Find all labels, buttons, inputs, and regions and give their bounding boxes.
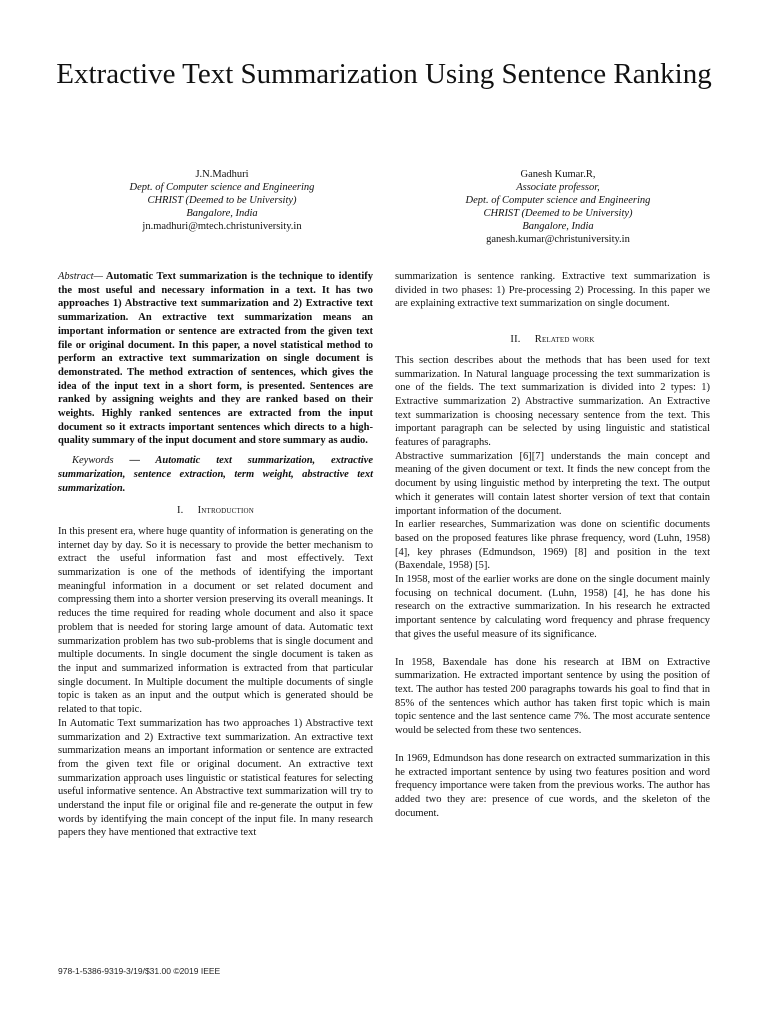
section-number: II. <box>510 334 521 346</box>
author-location: Bangalore, India <box>522 221 594 232</box>
author-dept: Dept. of Computer science and Engineering <box>465 195 651 206</box>
author-location: Bangalore, India <box>186 208 258 219</box>
author-block-1 <box>72 168 372 233</box>
related-work-paragraph-2: Abstractive summarization [6][7] understands the main concept and meaning of the given document or text. It finds the new concept from the document by using linguistic method by interpreting the text. The output which it generates will contain latest shorter version of text that contain important information of the document. <box>395 450 710 517</box>
paper-title: Extractive Text Summarization Using Sentence Ranking <box>56 58 712 90</box>
author-institution: CHRIST (Deemed to be University) <box>483 208 633 219</box>
intro-paragraph-2: In Automatic Text summarization has two approaches 1) Abstractive text summarization and 2) Extractive text summarization. An extractive text summarization means an important information or sentence are extracted from the given text file or original document. An extractive text summarization approach uses linguistic or statistical features for selecting useful informative sentence. An Abstractive text summarization will try to understand the input file or original file and re-generate the output in few words by identifying the main concept of the input file. In many research papers they have mentioned that extractive text <box>58 717 373 839</box>
intro-paragraph-continued: summarization is sentence ranking. Extractive text summarization is divided in two phases: 1) Pre-processing 2) Processing. In this paper we are explaining extractive text summarization on single document. <box>395 271 710 310</box>
related-work-paragraph-1: This section describes about the methods that has been used for text summarization. In Natural language processing the text summarization is one of the fields. The text summarization is divided into 2 types: 1) Extractive summarization 2) Abstractive summarization. An Extractive text summarization is choosing necessary sentence from the text. This important paragraph can be selected by using linguistic and statistical features of paragraphs. <box>395 354 710 449</box>
author-dept: Dept. of Computer science and Engineering <box>129 182 315 193</box>
keywords-text: — Automatic text summarization, extractive summarization, sentence extraction, term weight, abstractive text summarization. <box>58 455 373 494</box>
right-column <box>395 270 710 820</box>
section-heading-introduction <box>58 504 373 518</box>
section-title: Introduction <box>197 505 255 517</box>
intro-paragraph-1: In this present era, where huge quantity of information is generating on the internet day by day. So it is necessary to provide the better mechanism to extract the useful information fast and most effectively. Text summarization is one of the methods of identifying the important meaningful information in a document or set related document and compressing them into a shorter version preserving its overall meanings. It reduces the time required for reading whole document and also it space problem that is needed for storing large amount of data. Automatic text summarization problem has two sub-problems that is single document and multiple documents. In single document the single document is taken as the input and summarized information is extracted from that particular single document. In Multiple document the multiple documents of single topic is taken as an input and the output which is generated should be related to that topic. <box>58 525 373 716</box>
author-email: ganesh.kumar@christuniversity.in <box>486 234 630 245</box>
related-work-paragraph-5: In 1958, Baxendale has done his research at IBM on Extractive summarization. He extracted important sentence by using the position of text. The author has tested 200 paragraphs towards his goal to find that in 85% of the sentences which author has taken first topic which is main topic sentence and the last sentence came 7%. The most accurate sentence would be selected from these two sentences. <box>395 656 710 737</box>
abstract-label: Abstract— <box>58 271 103 282</box>
abstract <box>58 270 373 448</box>
section-title: Related work <box>534 334 595 346</box>
keywords-label: Keywords <box>72 455 114 467</box>
related-work-paragraph-6: In 1969, Edmundson has done research on extracted summarization in this he extracted important sentence by using two features position and word frequency importance were taken from the previous works. The author has added two they are: presence of cue words, and the skeleton of the document. <box>395 752 710 819</box>
author-institution: CHRIST (Deemed to be University) <box>147 195 297 206</box>
related-work-paragraph-4: In 1958, most of the earlier works are done on the single document mainly focusing on technical document. (Luhn, 1958) [4], he has done his research on the extractive summarization. In his research he extracted important sentence by calculating word frequency and phrase frequency that gives the useful measure of its significance. <box>395 574 710 640</box>
section-heading-related-work <box>395 333 710 347</box>
author-block-2 <box>408 168 708 246</box>
left-column <box>58 270 373 840</box>
author-email: jn.madhuri@mtech.christuniversity.in <box>142 221 302 232</box>
abstract-text: Automatic Text summarization is the technique to identify the most useful and necessary information in a text. It has two approaches 1) Abstractive text summarization and 2) Extractive text summarization. An extractive text summarization means an important information or sentence are extracted from the given text file or original document. In this paper, a novel statistical method to perform an extractive text summarization on single document is demonstrated. The method extraction of sentences, which gives the idea of the input text in a short form, is presented. Sentences are ranked by assigning weights and they are ranked based on their weights. Highly ranked sentences are extracted from the input document so it extracts important sentences which directs to a high-quality summary of the input document and store summary as audio. <box>58 271 373 447</box>
related-work-paragraph-3: In earlier researches, Summarization was done on scientific documents based on the proposed features like phrase frequency, word (Luhn, 1958) [4], key phrases (Edmundson, 1969) [8] and position in the text (Baxendale, 1958) [5]. <box>395 519 710 572</box>
author-name: Ganesh Kumar.R, <box>520 169 596 180</box>
copyright-footer: 978-1-5386-9319-3/19/$31.00 ©2019 IEEE <box>58 966 221 976</box>
author-name: J.N.Madhuri <box>195 169 249 180</box>
author-role: Associate professor, <box>516 182 600 193</box>
keywords <box>58 454 373 495</box>
section-number: I. <box>176 505 184 517</box>
